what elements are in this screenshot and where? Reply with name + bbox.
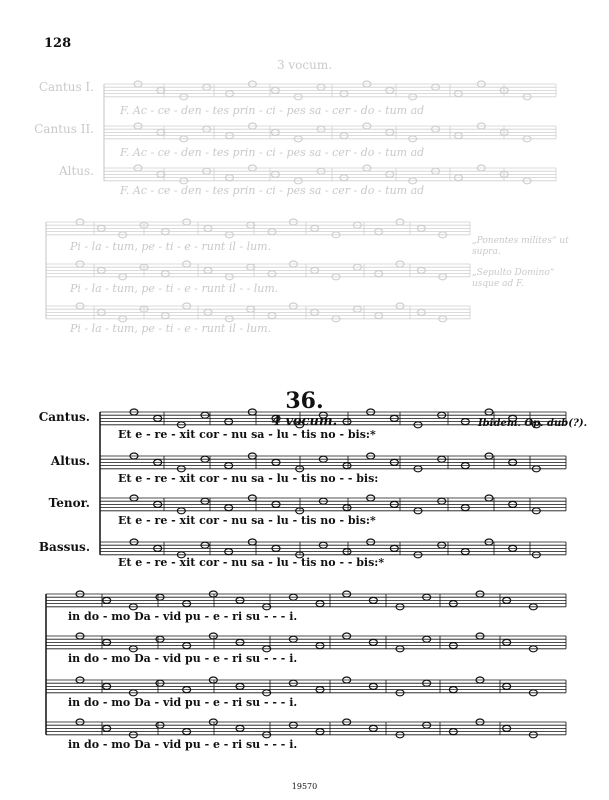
faded-lyric-2-2: Pi - la - tum, pe - ti - e - runt il - - lum. [70, 282, 279, 295]
faded-lyric-1-2: F. Ac - ce - den - tes prin - ci - pes sa - cer - do - tum ad [120, 146, 425, 159]
lyric-2-cantus: in do - mo Da - vid pu - e - ri su - - - i. [68, 610, 298, 623]
voice-label-bassus: Bassus. [38, 540, 90, 554]
plate-number: 19570 [291, 782, 318, 791]
lyric-2-altus: in do - mo Da - vid pu - e - ri su - - - i. [68, 652, 298, 665]
piece-subtitle: 4 vocum. [271, 414, 338, 429]
faded-lyric-2-3: Pi - la - tum, pe - ti - e - runt il - lum. [70, 322, 272, 335]
lyric-2-tenor: in do - mo Da - vid pu - e - ri su - - - i. [68, 696, 298, 709]
faded-lyric-1-3: F. Ac - ce - den - tes prin - ci - pes sa - cer - do - tum ad [120, 184, 425, 197]
voice-label-altus-faded: Altus. [58, 164, 94, 178]
lyric-2-bassus: in do - mo Da - vid pu - e - ri su - - - i. [68, 738, 298, 751]
faded-heading: 3 vocum. [276, 58, 333, 72]
voice-label-altus: Altus. [50, 454, 90, 468]
faded-lyric-1-1: F. Ac - ce - den - tes prin - ci - pes sa - cer - do - tum ad [120, 104, 425, 117]
voice-label-cantus-2: Cantus II. [34, 122, 94, 136]
voice-label-tenor: Tenor. [48, 496, 90, 510]
lyric-1-bassus: Et e - re - xit cor - nu sa - lu - tis no - - bis:* [118, 556, 385, 569]
faded-side-note-1: „Ponentes milites“ ut supra. [472, 236, 569, 257]
page-number: 128 [44, 36, 72, 51]
lyric-1-tenor: Et e - re - xit cor - nu sa - lu - tis no - bis:* [118, 514, 376, 527]
piece-number: 36. [285, 388, 324, 414]
lyric-1-cantus: Et e - re - xit cor - nu sa - lu - tis no - bis:* [118, 428, 376, 441]
faded-side-note-2: „Sepulto Domino“ usque ad F. [472, 268, 555, 289]
voice-label-cantus: Cantus. [38, 410, 90, 424]
lyric-1-altus: Et e - re - xit cor - nu sa - lu - tis no - - bis: [118, 472, 379, 485]
voice-label-cantus-1: Cantus I. [38, 80, 94, 94]
faded-lyric-2-1: Pi - la - tum, pe - ti - e - runt il - lum. [70, 240, 272, 253]
source-note: Ibidem. Op. dub(?). [478, 418, 588, 429]
